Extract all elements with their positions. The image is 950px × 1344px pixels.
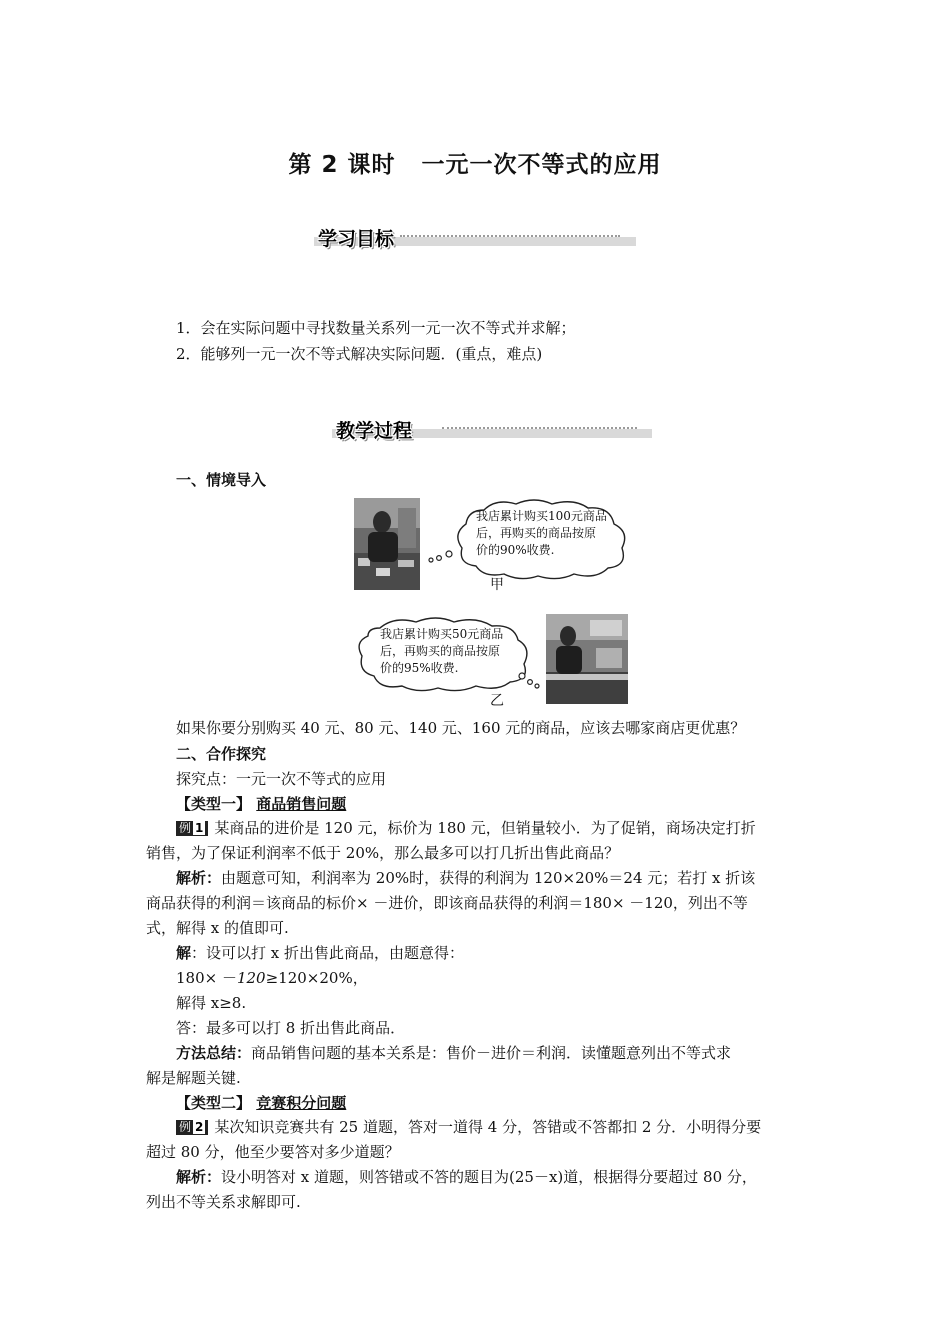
section-label-goals: 学习目标: [318, 228, 395, 250]
inequality-part-c: ≥120×20%，: [265, 969, 368, 987]
intro-heading: 一、情境导入: [176, 471, 267, 489]
type1-label: 【类型一】: [176, 795, 252, 813]
caption-jia: 甲: [490, 577, 504, 593]
badge-label: 例: [179, 1120, 192, 1134]
analysis-text: 由题意可知，利润率为 20%时，获得的利润为 120×20%＝24 元；若打 x 折该: [221, 869, 756, 887]
bubble-yi-line: 价的95%收费.: [380, 661, 459, 675]
analysis-label: 解析：: [176, 1168, 222, 1186]
section-header-goals: [314, 226, 636, 248]
analysis-label: 解析：: [176, 869, 222, 887]
lesson-title: 一元一次不等式的应用: [421, 152, 662, 178]
example1-line-1: [176, 818, 756, 838]
bubble-yi-line: 我店累计购买50元商品: [380, 627, 504, 641]
shopkeeper-yi-photo: [546, 614, 628, 704]
example1-summary-1: [176, 1043, 731, 1063]
goal-item-1: 1．会在实际问题中寻找数量关系列一元一次不等式并求解；: [176, 319, 576, 337]
example1-analysis-1: [176, 868, 755, 888]
intro-question: 如果你要分别购买 40 元、80 元、140 元、160 元的商品，应该去哪家商店更优惠？: [176, 719, 746, 737]
badge-number: 1: [195, 821, 204, 835]
example2-line-1: [176, 1117, 761, 1137]
header-dots: [442, 427, 637, 431]
bubble-yi-line: 后，再购买的商品按原: [380, 644, 501, 658]
solution-text: ：设可以打 x 折出售此商品，由题意得：: [191, 944, 465, 962]
solution-label: 解: [176, 944, 192, 962]
problem-text: 某商品的进价是 120 元，标价为 180 元，但销量较小．为了促销，商场决定打折: [214, 819, 756, 837]
bubble-jia-line: 价的90%收费.: [476, 543, 555, 557]
explore-heading: 二、合作探究: [176, 745, 267, 763]
example1-answer: 答：最多可以打 8 折出售此商品．: [176, 1019, 406, 1037]
example1-analysis-3: 式，解得 x 的值即可.: [146, 919, 289, 937]
inequality-part-a: 180× －: [176, 969, 237, 987]
page-title: [0, 146, 950, 179]
example1-result: 解得 x≥8.: [176, 994, 247, 1012]
type2-title: 竞赛积分问题: [256, 1094, 347, 1112]
example1-inequality: [176, 968, 368, 988]
type1-title: 商品销售问题: [256, 795, 347, 813]
example1-analysis-2: 商品获得的利润＝该商品的标价× －进价，即该商品获得的利润＝180× －120，列出不等: [146, 894, 748, 912]
bubble-jia-line: 我店累计购买100元商品: [476, 509, 607, 523]
example1-solution: [176, 943, 464, 963]
badge-label: 例: [179, 821, 192, 835]
bubble-jia-line: 后，再购买的商品按原: [476, 526, 597, 540]
type1-heading: [176, 794, 346, 814]
goal-item-2: 2．能够列一元一次不等式解决实际问题．(重点，难点): [176, 345, 543, 363]
example1-badge: [176, 821, 208, 836]
example1-summary-2: 解是解题关键.: [146, 1069, 241, 1087]
bubble-yi-text: [380, 626, 503, 677]
shopkeeper-jia-photo: [354, 498, 420, 590]
section-header-process: [332, 418, 652, 440]
caption-yi: 乙: [490, 693, 504, 709]
example1-line-2: 销售，为了保证利润率不低于 20%，那么最多可以打几折出售此商品？: [146, 844, 620, 862]
example2-analysis-1: [176, 1167, 757, 1187]
inequality-part-b: 120: [236, 969, 266, 987]
example2-analysis-2: 列出不等关系求解即可.: [146, 1193, 301, 1211]
section-label-process: 教学过程: [336, 420, 413, 442]
badge-number: 2: [195, 1120, 204, 1134]
example2-badge: [176, 1120, 208, 1135]
example2-line-2: 超过 80 分，他至少要答对多少道题？: [146, 1143, 400, 1161]
summary-text: 商品销售问题的基本关系是：售价－进价＝利润．读懂题意列出不等式求: [251, 1044, 732, 1062]
lesson-number: 第 2 课时: [288, 152, 396, 178]
problem-text: 某次知识竞赛共有 25 道题，答对一道得 4 分，答错或不答都扣 2 分．小明得分要: [214, 1118, 762, 1136]
summary-label: 方法总结：: [176, 1044, 252, 1062]
type2-label: 【类型二】: [176, 1094, 252, 1112]
type2-heading: [176, 1093, 346, 1113]
header-dots: [400, 235, 620, 239]
bubble-jia-text: [476, 508, 607, 559]
analysis-text: 设小明答对 x 道题，则答错或不答的题目为(25－x)道，根据得分要超过 80 分，: [221, 1168, 757, 1186]
explore-point: 探究点：一元一次不等式的应用: [176, 770, 387, 788]
